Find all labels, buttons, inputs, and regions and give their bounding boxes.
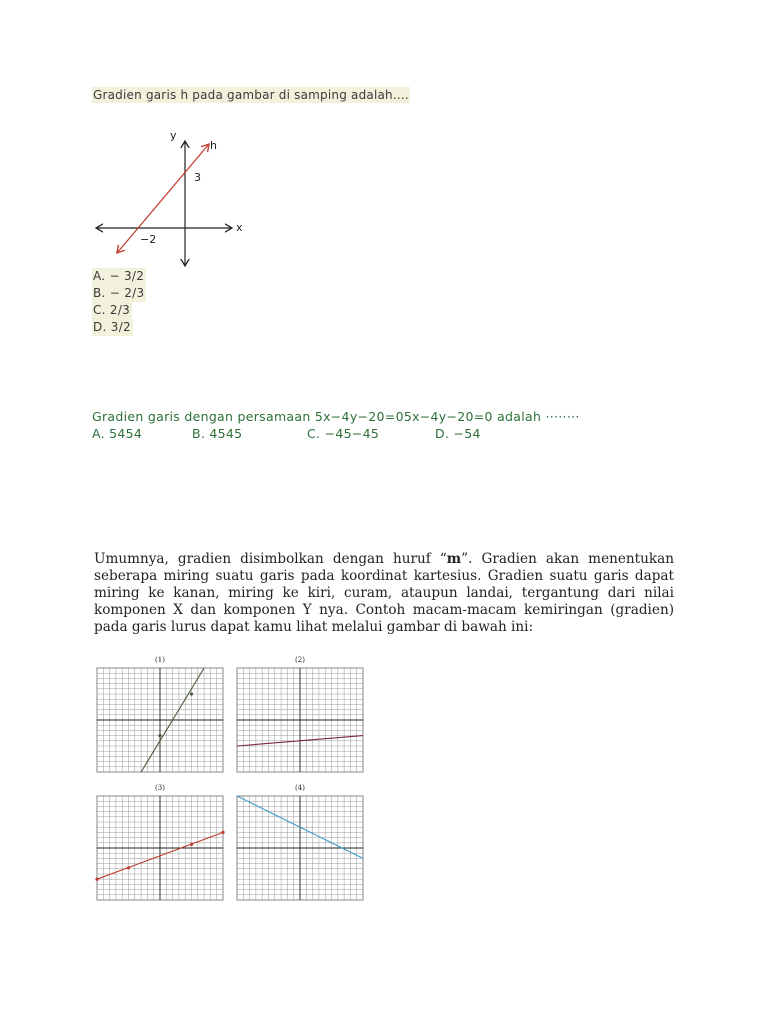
q2-option-d[interactable]: D. −54 xyxy=(435,426,481,441)
option-d[interactable]: D. 3/2 xyxy=(93,320,131,334)
question-1-figure xyxy=(90,125,250,270)
graph-4 xyxy=(235,780,370,902)
graph-point xyxy=(221,831,224,834)
x-axis-label: x xyxy=(236,221,243,234)
graph-2-label: (2) xyxy=(295,656,305,664)
question-2-options xyxy=(92,426,512,444)
question-1-text: Gradien garis h pada gambar di samping adalah.... xyxy=(93,88,409,102)
y-axis-label: y xyxy=(170,129,177,142)
graph-point xyxy=(95,878,98,881)
graph-1-label: (1) xyxy=(155,656,165,664)
question-2-text: Gradien garis dengan persamaan 5x−4y−20=05x−4y−20=0 adalah ········ xyxy=(92,409,580,424)
graph-point xyxy=(127,866,130,869)
question-1-options xyxy=(92,268,146,336)
y-intercept-label: 3 xyxy=(194,171,201,184)
graph-4-label: (4) xyxy=(295,784,305,792)
option-a[interactable]: A. − 3/2 xyxy=(93,269,145,283)
line-label: h xyxy=(210,139,217,152)
symbol-m: m xyxy=(446,551,462,567)
gradient-paragraph: Umumnya, gradien disimbolkan dengan huruf “m”. Gradien akan menentukan seberapa miring suatu garis pada koordinat kartesius. Gradien suatu garis dapat miring ke kanan, miring ke kiri, curam, ataupun landai, tergantung dari nilai komponen X dan komponen Y nya. Contoh macam-macam kemiringan (gradien) pada garis lurus dapat kamu lihat melalui gambar di bawah ini: xyxy=(94,551,674,635)
graph-3 xyxy=(95,780,230,902)
graph-2 xyxy=(235,652,370,774)
graph-point xyxy=(190,843,193,846)
x-intercept-label: −2 xyxy=(140,233,157,246)
option-c[interactable]: C. 2/3 xyxy=(93,303,131,317)
graph-3-label: (3) xyxy=(155,784,165,792)
q2-option-a[interactable]: A. 5454 xyxy=(92,426,143,441)
graph-point xyxy=(158,734,161,737)
graph-point xyxy=(190,692,193,695)
graph-1 xyxy=(95,652,230,774)
line-h xyxy=(117,144,209,253)
option-b[interactable]: B. − 2/3 xyxy=(93,286,145,300)
q2-option-b[interactable]: B. 4545 xyxy=(192,426,243,441)
q2-option-c[interactable]: C. −45−45 xyxy=(307,426,380,441)
gradient-examples-grid xyxy=(90,652,380,907)
